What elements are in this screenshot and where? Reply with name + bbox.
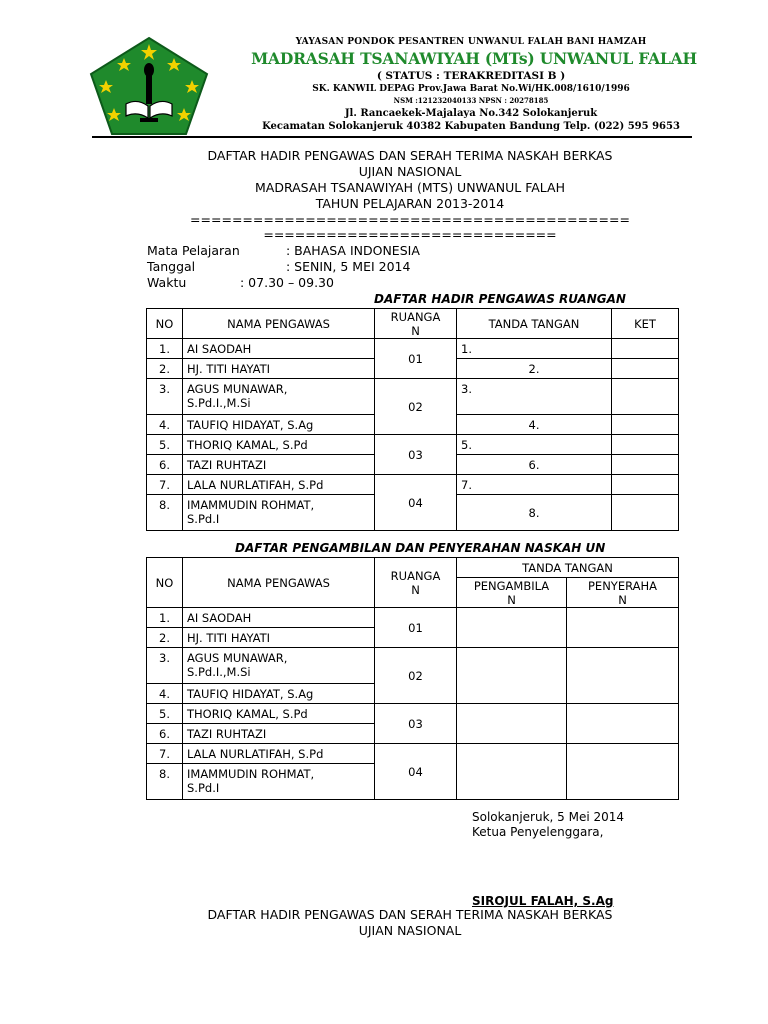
handover-signature-cell[interactable] [567,608,679,648]
handover-table [146,557,679,800]
pickup-signature-cell[interactable] [457,648,567,704]
table2-heading: DAFTAR PENGAMBILAN DAN PENYERAHAN NASKAH UN [235,541,606,555]
row-no: 5. [147,704,183,724]
signature-cell[interactable]: 5. [457,435,612,455]
time-value: : 07.30 – 09.30 [240,275,334,290]
row-no: 1. [147,608,183,628]
separator-line1: ========================================== [190,212,630,227]
date-label: Tanggal [147,259,196,274]
row-no: 1. [147,339,183,359]
row-no: 8. [147,764,183,800]
row-no: 5. [147,435,183,455]
row-no: 2. [147,359,183,379]
signature-cell[interactable]: 2. [457,359,612,379]
header-room: RUANGA N [375,558,457,608]
row-no: 7. [147,475,183,495]
note-cell[interactable] [612,455,679,475]
table-header-row [147,309,679,339]
separator-line2: ============================ [263,227,557,242]
row-no: 2. [147,628,183,648]
table-row [147,608,679,628]
header-no: NO [147,558,183,608]
row-name: AI SAODAH [183,608,375,628]
table1-heading: DAFTAR HADIR PENGAWAS RUANGAN [374,292,626,306]
row-no: 3. [147,379,183,415]
sign-name: SIROJUL FALAH, S.Ag [472,894,614,908]
doc-title-line4: TAHUN PELAJARAN 2013-2014 [315,196,505,211]
row-no: 6. [147,455,183,475]
handover-signature-cell[interactable] [567,744,679,800]
next-title-line1: DAFTAR HADIR PENGAWAS DAN SERAH TERIMA NASKAH BERKAS [207,907,613,922]
row-name: TAUFIQ HIDAYAT, S.Ag [183,415,375,435]
header-note: KET [612,309,679,339]
header-handover: PENYERAHA N [567,578,679,608]
row-name: HJ. TITI HAYATI [183,359,375,379]
header-pickup: PENGAMBILA N [457,578,567,608]
room-cell: 04 [375,475,457,531]
handover-signature-cell[interactable] [567,704,679,744]
note-cell[interactable] [612,475,679,495]
row-no: 4. [147,684,183,704]
row-name: AI SAODAH [183,339,375,359]
signature-cell[interactable]: 6. [457,455,612,475]
room-cell: 02 [375,648,457,704]
accreditation-status: ( STATUS : TERAKREDITASI B ) [376,70,566,82]
header-signature: TANDA TANGAN [457,309,612,339]
row-name: HJ. TITI HAYATI [183,628,375,648]
table-row [147,744,679,764]
row-name: LALA NURLATIFAH, S.Pd [183,744,375,764]
table-row [147,339,679,359]
note-cell[interactable] [612,359,679,379]
row-name: TAZI RUHTAZI [183,724,375,744]
school-logo [88,36,210,136]
row-name: IMAMMUDIN ROHMAT, S.Pd.I [183,764,375,800]
subject-value: : BAHASA INDONESIA [286,243,420,258]
table-row [147,379,679,415]
doc-title-line1: DAFTAR HADIR PENGAWAS DAN SERAH TERIMA NASKAH BERKAS [207,148,613,163]
sign-place-date: Solokanjeruk, 5 Mei 2014 [472,810,625,824]
pickup-signature-cell[interactable] [457,744,567,800]
row-name: IMAMMUDIN ROHMAT, S.Pd.I [183,495,375,531]
row-name: TAZI RUHTAZI [183,455,375,475]
signature-cell[interactable]: 3. [457,379,612,415]
row-no: 4. [147,415,183,435]
note-cell[interactable] [612,495,679,531]
signature-cell[interactable]: 7. [457,475,612,495]
row-name: TAUFIQ HIDAYAT, S.Ag [183,684,375,704]
table-row [147,475,679,495]
attendance-table [146,308,679,531]
table-row [147,648,679,684]
note-cell[interactable] [612,415,679,435]
table-row [147,435,679,455]
room-cell: 03 [375,435,457,475]
header-no: NO [147,309,183,339]
letterhead-rule [92,136,692,138]
handover-signature-cell[interactable] [567,648,679,704]
address-line2: Kecamatan Solokanjeruk 40382 Kabupaten Bandung Telp. (022) 595 9653 [262,121,680,132]
doc-title-line3: MADRASAH TSANAWIYAH (MTS) UNWANUL FALAH [254,180,566,195]
room-cell: 01 [375,608,457,648]
nsm-npsn: NSM :121232040133 NPSN : 20278185 [393,96,549,105]
note-cell[interactable] [612,435,679,455]
doc-title-line2: UJIAN NASIONAL [358,164,462,179]
header-name: NAMA PENGAWAS [183,309,375,339]
foundation-name: YAYASAN PONDOK PESANTREN UNWANUL FALAH BANI HAMZAH [295,37,647,47]
address-line1: Jl. Rancaekek-Majalaya No.342 Solokanjeruk [344,108,598,119]
row-name: THORIQ KAMAL, S.Pd [183,435,375,455]
room-cell: 04 [375,744,457,800]
school-name: MADRASAH TSANAWIYAH (MTs) UNWANUL FALAH [251,49,697,68]
header-room: RUANGA N [375,309,457,339]
row-no: 8. [147,495,183,531]
subject-label: Mata Pelajaran [147,243,240,258]
room-cell: 03 [375,704,457,744]
decree-number: SK. KANWIL DEPAG Prov.Jawa Barat No.Wi/HK.008/1610/1996 [312,84,630,94]
sign-role: Ketua Penyelenggara, [472,825,604,839]
table-row [147,704,679,724]
row-name: AGUS MUNAWAR, S.Pd.I.,M.Si [183,648,375,684]
row-name: AGUS MUNAWAR, S.Pd.I.,M.Si [183,379,375,415]
row-no: 3. [147,648,183,684]
table-header-row [147,558,679,578]
note-cell[interactable] [612,339,679,359]
signature-cell[interactable]: 1. [457,339,612,359]
pickup-signature-cell[interactable] [457,608,567,648]
time-label: Waktu [147,275,187,290]
date-value: : SENIN, 5 MEI 2014 [286,259,411,274]
next-title-line2: UJIAN NASIONAL [358,923,462,938]
row-name: LALA NURLATIFAH, S.Pd [183,475,375,495]
row-name: THORIQ KAMAL, S.Pd [183,704,375,724]
row-no: 6. [147,724,183,744]
pickup-signature-cell[interactable] [457,704,567,744]
row-no: 7. [147,744,183,764]
header-signature: TANDA TANGAN [457,558,679,578]
room-cell: 02 [375,379,457,435]
note-cell[interactable] [612,379,679,415]
signature-cell[interactable]: 8. [457,495,612,531]
signature-cell[interactable]: 4. [457,415,612,435]
room-cell: 01 [375,339,457,379]
header-name: NAMA PENGAWAS [183,558,375,608]
